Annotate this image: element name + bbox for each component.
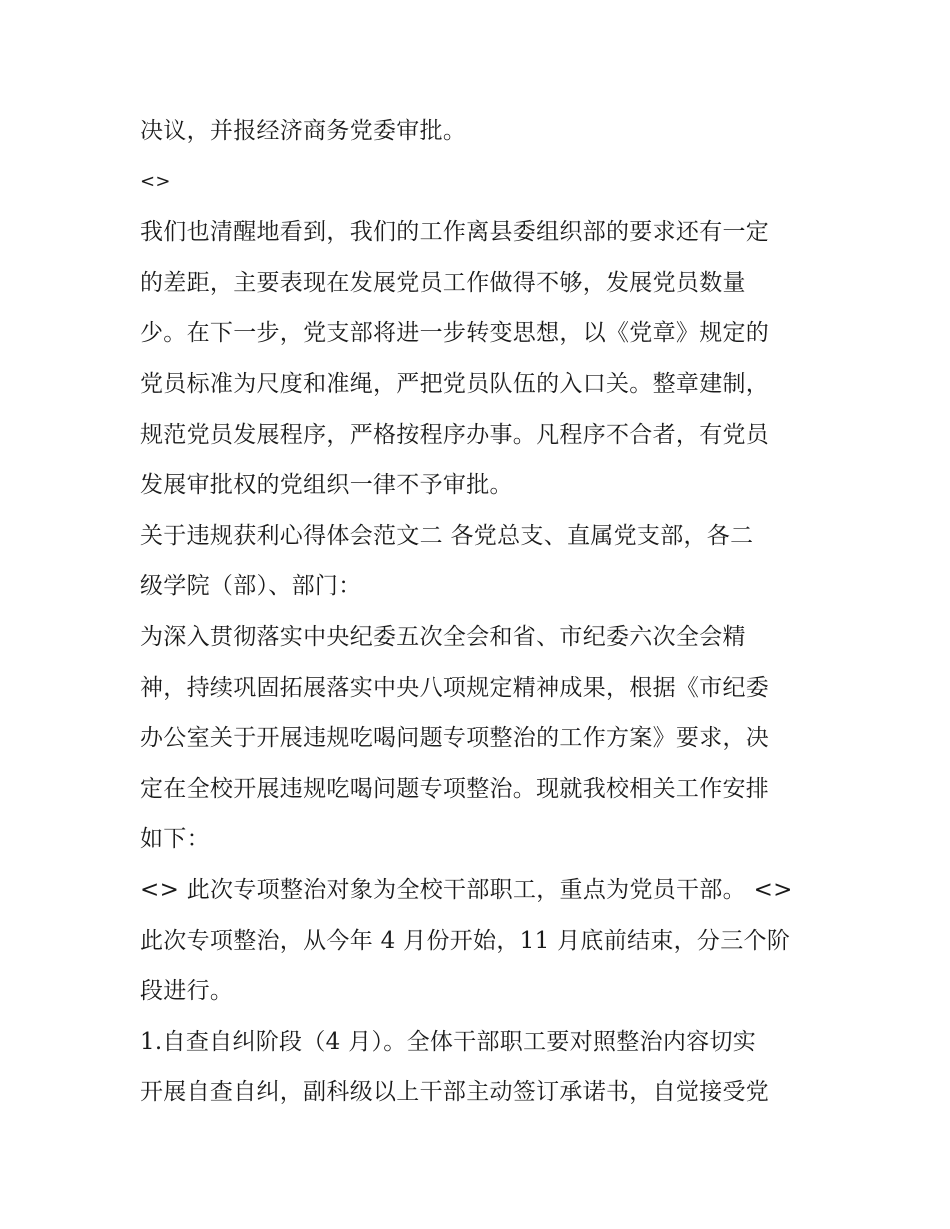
text-line: 关于违规获利心得体会范文二 各党总支、直属党支部，各二 — [140, 522, 754, 549]
text-line: 如下： — [140, 826, 210, 853]
text-line: 我们也清醒地看到，我们的工作离县委组织部的要求还有一定 — [140, 219, 770, 246]
text-line: 规范党员发展程序，严格按程序办事。凡程序不合者，有党员 — [140, 421, 770, 448]
text-line: 发展审批权的党组织一律不予审批。 — [140, 472, 513, 499]
text-line: 决议，并报经济商务党委审批。 — [140, 118, 467, 144]
text-line: 的差距，主要表现在发展党员工作做得不够，发展党员数量 — [140, 269, 746, 296]
document-body — [140, 106, 820, 1118]
text-line: 1.自查自纠阶段（4 月）。全体干部职工要对照整治内容切实 — [140, 1028, 757, 1055]
text-line: 为深入贯彻落实中央纪委五次全会和省、市纪委六次全会精 — [140, 623, 746, 650]
text-line: 办公室关于开展违规吃喝问题专项整治的工作方案》要求，决 — [140, 725, 770, 752]
text-line: <> — [140, 170, 171, 192]
text-line: 开展自查自纠，副科级以上干部主动签订承诺书，自觉接受党 — [140, 1079, 770, 1106]
text-line: 此次专项整治，从今年 4 月份开始，11 月底前结束，分三个阶 — [140, 927, 791, 954]
text-line: 段进行。 — [140, 978, 234, 1005]
text-line: 党员标准为尺度和准绳，严把党员队伍的入口关。整章建制， — [140, 370, 770, 397]
text-line: 神，持续巩固拓展落实中央八项规定精神成果，根据《市纪委 — [140, 674, 770, 701]
text-line: 定在全校开展违规吃喝问题专项整治。现就我校相关工作安排 — [140, 775, 770, 802]
text-line: 少。在下一步，党支部将进一步转变思想，以《党章》规定的 — [140, 320, 770, 347]
text-line: <> 此次专项整治对象为全校干部职工，重点为党员干部。 <> — [140, 876, 793, 903]
text-line: 级学院（部）、部门： — [140, 573, 362, 600]
